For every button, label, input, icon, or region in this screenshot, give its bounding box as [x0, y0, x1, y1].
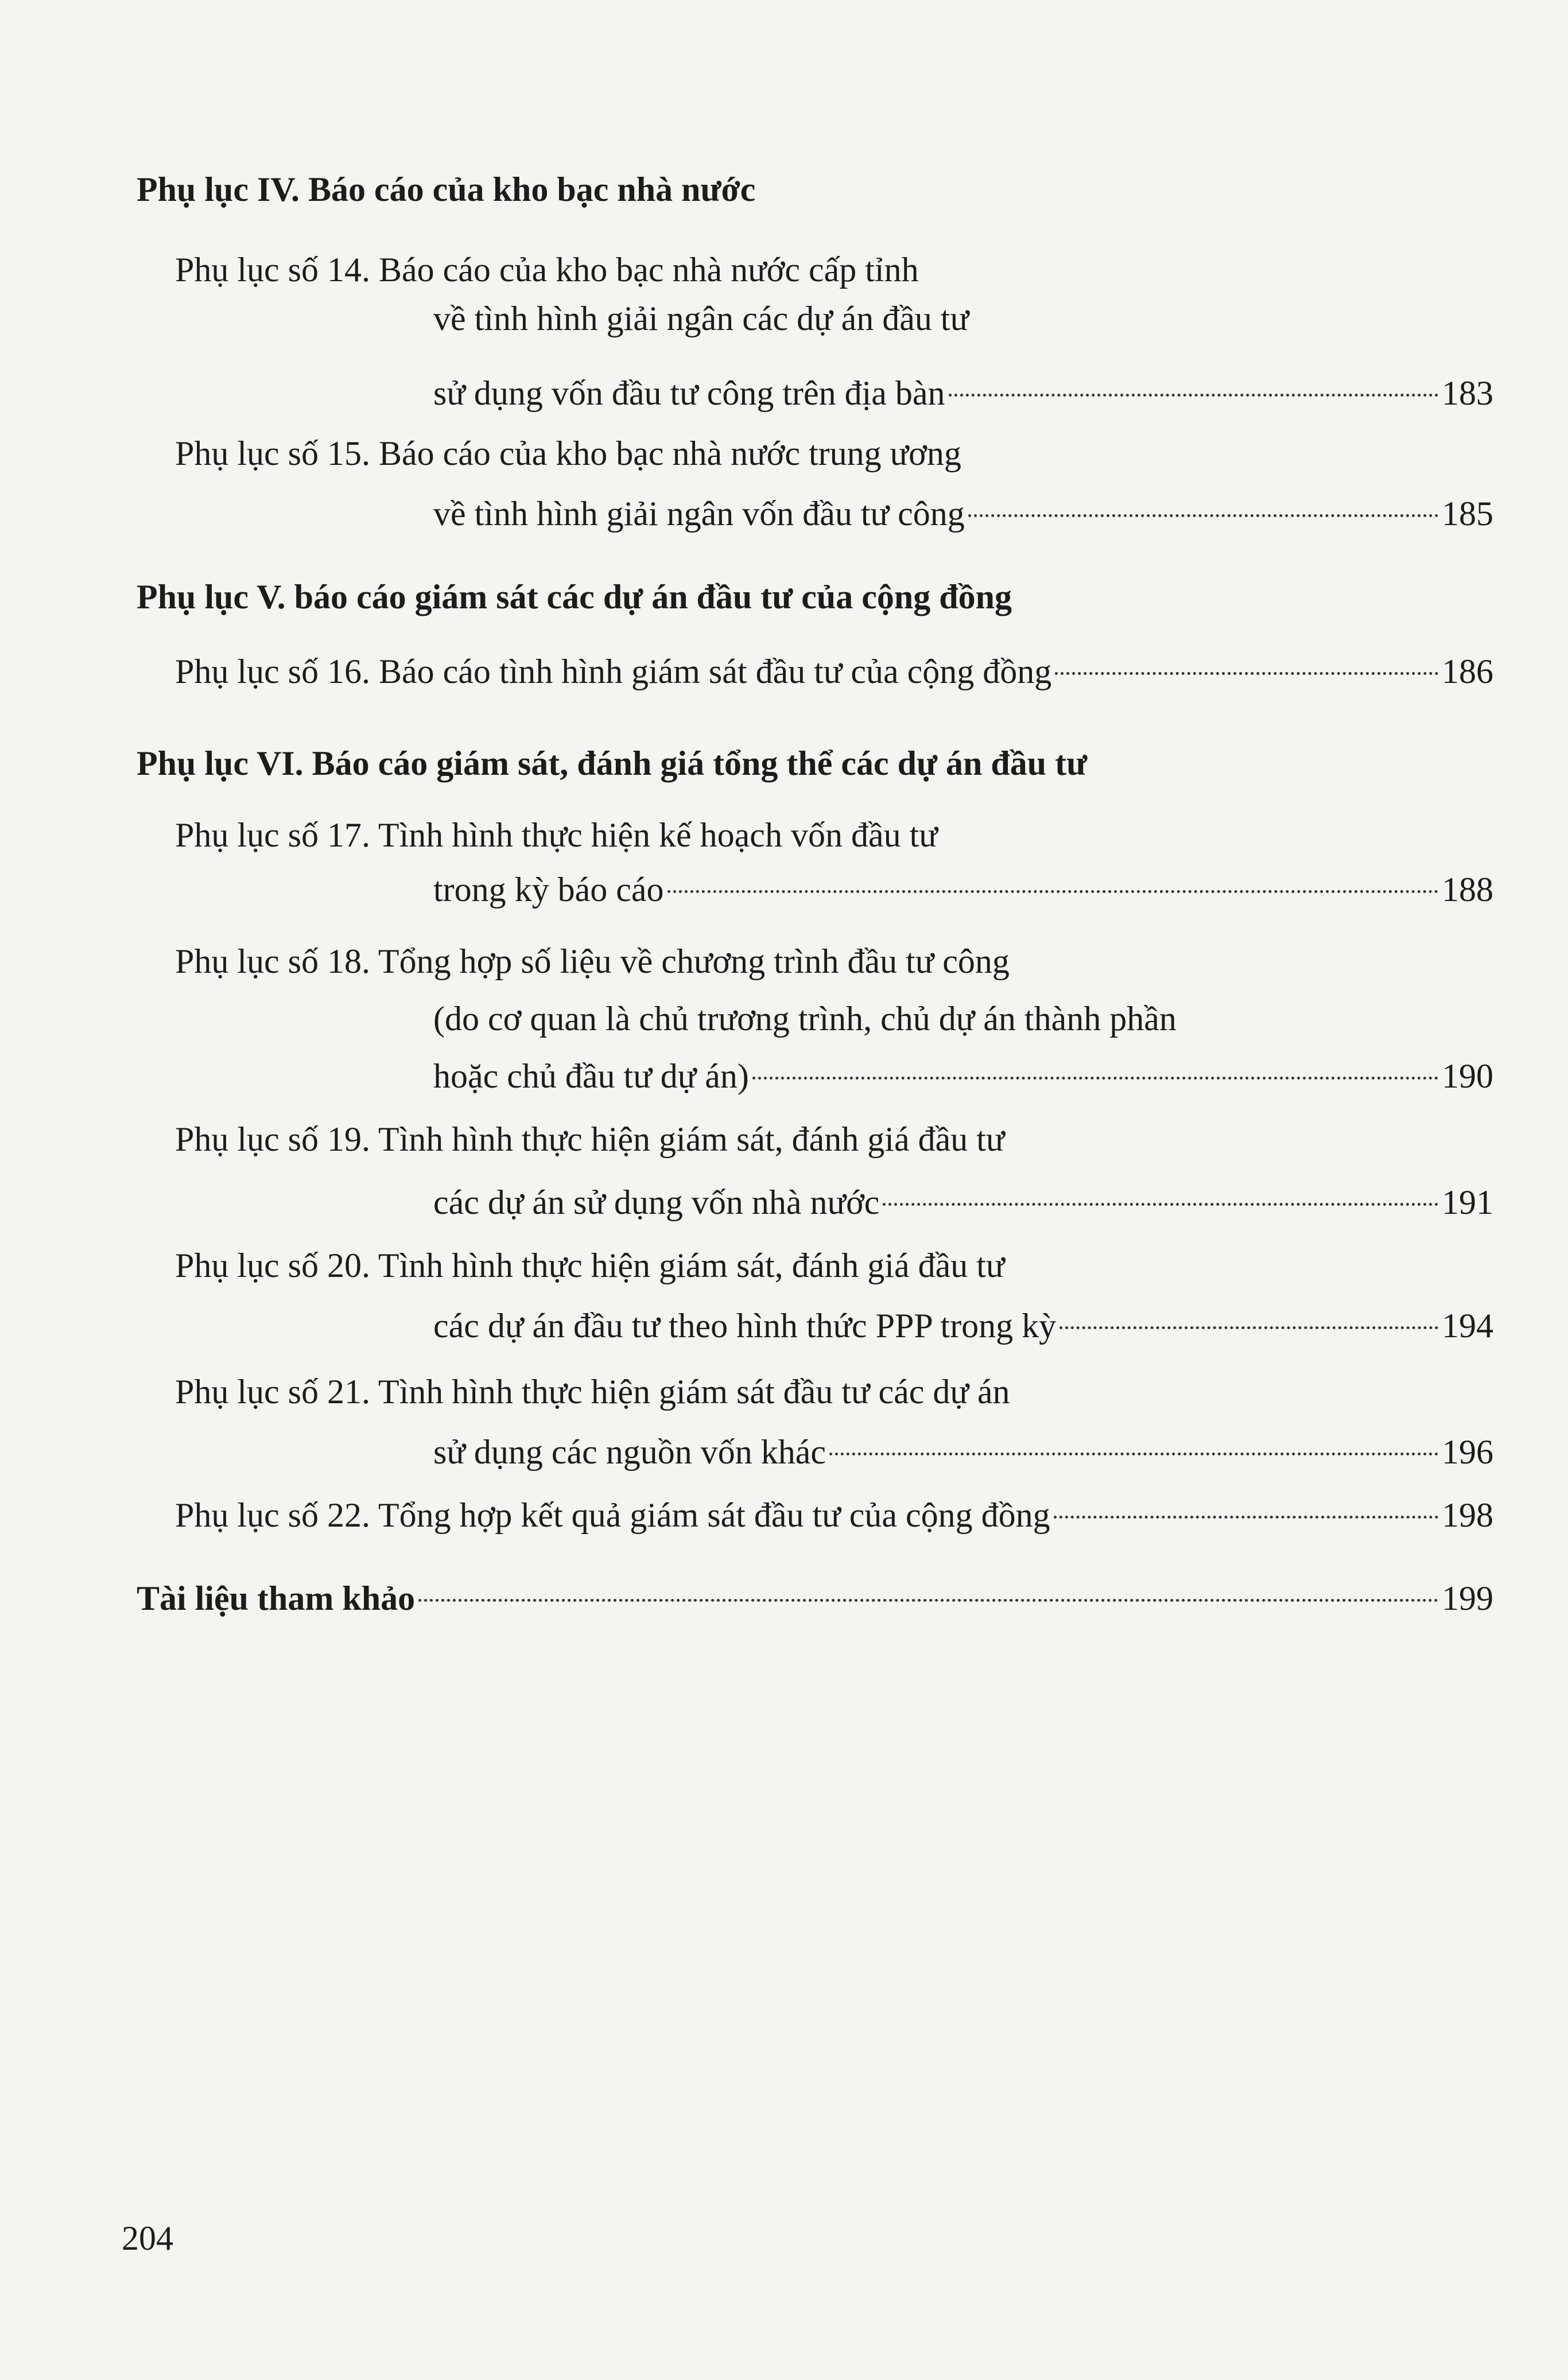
toc-entry-22	[175, 1492, 1493, 1538]
page-number: 204	[122, 2219, 173, 2257]
toc-entry-20-line1: Phụ lục số 20. Tình hình thực hiện giám sát, đánh giá đầu tư	[175, 1247, 1005, 1284]
leader-dots	[1054, 1516, 1438, 1519]
toc-entry-14-page: 183	[1442, 374, 1493, 412]
references-entry	[137, 1575, 1493, 1621]
toc-entry-16-text: Phụ lục số 16. Báo cáo tình hình giám sát đầu tư của cộng đồng	[175, 653, 1052, 690]
leader-dots	[667, 890, 1438, 893]
toc-entry-20-page: 194	[1442, 1307, 1493, 1345]
toc-entry-15-line2	[433, 491, 1493, 537]
leader-dots	[829, 1453, 1438, 1455]
toc-entry-19-page: 191	[1442, 1183, 1493, 1221]
references-page: 199	[1442, 1579, 1493, 1617]
toc-entry-14-text: sử dụng vốn đầu tư công trên địa bàn	[433, 374, 945, 412]
toc-entry-18-page: 190	[1442, 1057, 1493, 1095]
toc-entry-14-line1: Phụ lục số 14. Báo cáo của kho bạc nhà nước cấp tỉnh	[175, 251, 919, 289]
toc-entry-17-line1: Phụ lục số 17. Tình hình thực hiện kế hoạch vốn đầu tư	[175, 816, 938, 854]
toc-entry-17-page: 188	[1442, 871, 1493, 908]
toc-entry-22-page: 198	[1442, 1496, 1493, 1534]
toc-entry-16-page: 186	[1442, 653, 1493, 690]
toc-entry-22-text: Phụ lục số 22. Tổng hợp kết quả giám sát đầu tư của cộng đồng	[175, 1496, 1050, 1534]
leader-dots	[883, 1203, 1438, 1206]
toc-entry-14-line3	[433, 370, 1493, 416]
toc-entry-15-page: 185	[1442, 495, 1493, 533]
toc-entry-21-text: sử dụng các nguồn vốn khác	[433, 1433, 826, 1471]
leader-dots	[1059, 1326, 1438, 1329]
leader-dots	[968, 514, 1438, 517]
toc-entry-18-line3	[433, 1053, 1493, 1099]
references-title: Tài liệu tham khảo	[137, 1579, 416, 1617]
toc-entry-17-text: trong kỳ báo cáo	[433, 871, 664, 908]
leader-dots	[418, 1599, 1438, 1602]
section-heading-vi: Phụ lục VI. Báo cáo giám sát, đánh giá tổng thể các dự án đầu tư	[137, 744, 1088, 782]
toc-entry-15-text: về tình hình giải ngân vốn đầu tư công	[433, 495, 965, 533]
toc-entry-19-text: các dự án sử dụng vốn nhà nước	[433, 1183, 880, 1221]
leader-dots	[949, 394, 1438, 397]
section-heading-v: Phụ lục V. báo cáo giám sát các dự án đầu tư của cộng đồng	[137, 578, 1012, 616]
leader-dots	[1055, 672, 1438, 675]
toc-entry-21-line1: Phụ lục số 21. Tình hình thực hiện giám sát đầu tư các dự án	[175, 1373, 1010, 1411]
section-heading-iv: Phụ lục IV. Báo cáo của kho bạc nhà nước	[137, 170, 756, 208]
toc-entry-16	[175, 649, 1493, 694]
leader-dots	[752, 1077, 1438, 1080]
toc-entry-20-line2	[433, 1303, 1493, 1349]
toc-entry-18-line2: (do cơ quan là chủ trương trình, chủ dự án thành phần	[433, 1000, 1177, 1038]
toc-entry-20-text: các dự án đầu tư theo hình thức PPP trong kỳ	[433, 1307, 1057, 1345]
toc-entry-21-page: 196	[1442, 1433, 1493, 1471]
toc-entry-15-line1: Phụ lục số 15. Báo cáo của kho bạc nhà nước trung ương	[175, 434, 961, 472]
toc-entry-21-line2	[433, 1429, 1493, 1475]
toc-entry-14-line2: về tình hình giải ngân các dự án đầu tư	[433, 300, 969, 337]
toc-entry-17-line2	[433, 867, 1493, 913]
toc-entry-18-line1: Phụ lục số 18. Tổng hợp số liệu về chương trình đầu tư công	[175, 942, 1010, 980]
toc-entry-18-text: hoặc chủ đầu tư dự án)	[433, 1057, 749, 1095]
toc-entry-19-line2	[433, 1179, 1493, 1225]
toc-entry-19-line1: Phụ lục số 19. Tình hình thực hiện giám sát, đánh giá đầu tư	[175, 1120, 1005, 1158]
